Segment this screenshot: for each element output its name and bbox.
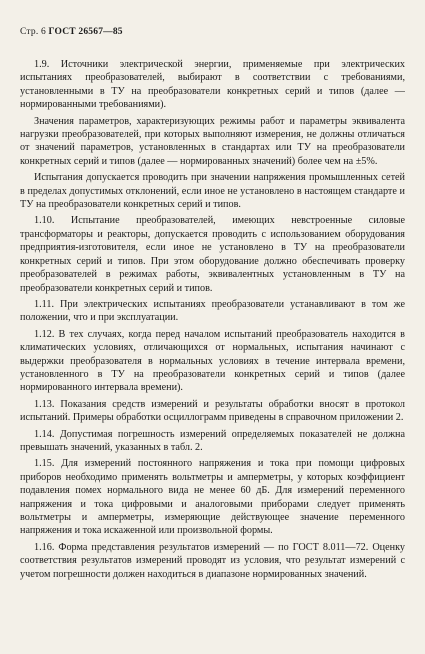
paragraph-1-11: 1.11. При электрических испытаниях преобразователи устанавливают в том же положении, что и при эксплуатации. — [20, 298, 405, 324]
paragraph-1-14: 1.14. Допустимая погрешность измерений определяемых показателей не должна превышать значений, указанных в табл. 2. — [20, 428, 405, 453]
paragraph-1-10: 1.10. Испытание преобразователей, имеющих невстроенные силовые трансформаторы и реакторы, допускается проводить с использованием оборудования предприятия-изготовителя, если иное не установлено в ТУ на преобразователи конкретных серий и типов. При этом оборудование должно обеспечивать проверку преобразователей в режимах работы, эквивалентных установленным в ТУ на преобразователи конкретных серий и типов. — [20, 215, 405, 294]
paragraph-network-voltage: Испытания допускается проводить при значении напряжения промышленных сетей в пределах допустимых отклонений, если иное не установлено в настоящем стандарте и ТУ на преобразователи конкретных серий и типов. — [20, 172, 405, 211]
page-number: Стр. 6 — [20, 27, 46, 37]
page-header — [20, 27, 123, 37]
paragraph-parameter-values: Значения параметров, характеризующих режимы работ и параметры эквивалента нагрузки преобразователей, при которых выполняют измерения, не должны отличаться от значений параметров, установленных в стандартах или ТУ на преобразователи конкретных серий и типов (далее — нормированных значений) более чем на ±5%. — [20, 115, 405, 167]
paragraph-1-16: 1.16. Форма представления результатов измерений — по ГОСТ 8.011—72. Оценку соответствия результатов измерений проводят из условия, что результат измерений с учетом погрешности должен находиться в диапазоне нормированных значений. — [20, 541, 405, 580]
paragraph-1-15: 1.15. Для измерений постоянного напряжения и тока при помощи цифровых приборов необходимо применять вольтметры и амперметры, у которых коэффициент подавления помех нормального вида не менее 60 дБ. Для измерений переменного напряжения и тока цифровыми и аналоговыми приборами следует применять вольтметры и амперметры, измеряющие действующее значение переменного напряжения и тока искаженной или произвольной формы. — [20, 458, 405, 537]
paragraph-1-12: 1.12. В тех случаях, когда перед началом испытаний преобразователь находится в климатических условиях, отличающихся от нормальных, испытания начинают с выдержки преобразователя в нормальных условиях в течение интервала времени, установленного в ТУ на преобразователи конкретных серий и типов (далее нормированного интервала времени). — [20, 328, 405, 394]
body-text — [20, 58, 405, 584]
paragraph-1-9: 1.9. Источники электрической энергии, применяемые при электрических испытаниях преобразователей, выбирают в соответствии с требованиями, установленными в ТУ на преобразователи конкретных серий и типов (далее — нормированными требованиями). — [20, 59, 405, 111]
standard-designation: ГОСТ 26567—85 — [48, 27, 123, 37]
paragraph-1-13: 1.13. Показания средств измерений и результаты обработки вносят в протокол испытаний. Примеры обработки осциллограмм приведены в справочном приложении 2. — [20, 398, 405, 424]
